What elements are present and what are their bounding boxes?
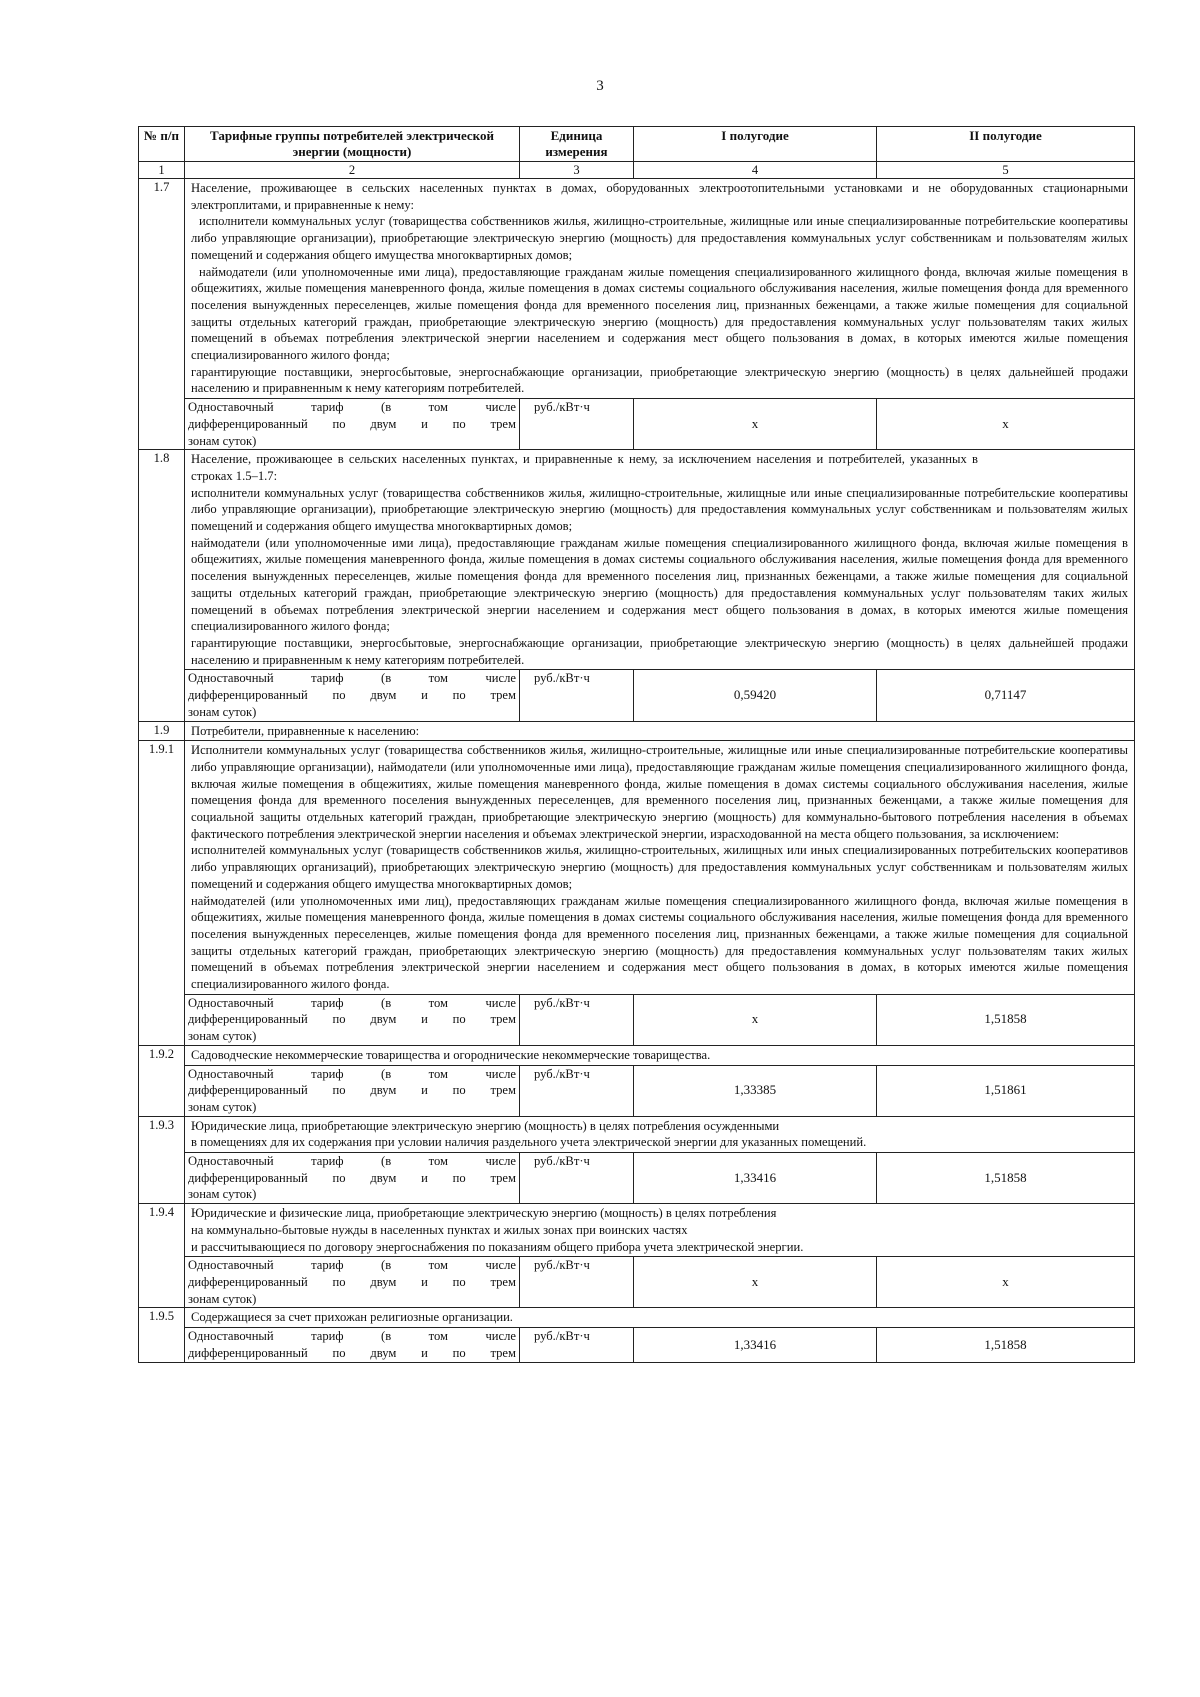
tariff-label bbox=[185, 1328, 520, 1363]
colnum-4: 4 bbox=[634, 162, 877, 179]
tariff-label-line: Одноставочный тариф (в том числе bbox=[188, 1329, 516, 1344]
unit-cell: руб./кВт·ч bbox=[520, 1257, 634, 1308]
colnum-1: 1 bbox=[139, 162, 185, 179]
paragraph: исполнители коммунальных услуг (товарищества собственников жилья, жилищно-строительные, жилищные или иные специализированные потребительские кооперативы либо управляющие организации), приобретающие электрическую энергию (мощность) для предоставления коммунальных услуг собственникам и пользователям жилых помещений и содержания общего имущества многоквартирных домов; bbox=[191, 214, 1128, 262]
tariff-label bbox=[185, 399, 520, 450]
tariff-label-line: дифференцированный по двум и по трем bbox=[188, 1012, 516, 1027]
header-unit: Единица измерения bbox=[520, 127, 634, 162]
column-number-row bbox=[139, 162, 1135, 179]
tariff-label bbox=[185, 670, 520, 721]
row-1-9-2 bbox=[139, 1045, 1135, 1065]
unit-cell: руб./кВт·ч bbox=[520, 1065, 634, 1116]
row-number: 1.9.5 bbox=[139, 1308, 185, 1363]
value-half2: 0,71147 bbox=[877, 670, 1135, 721]
tariff-label bbox=[185, 1065, 520, 1116]
tariff-label-line: Одноставочный тариф (в том числе bbox=[188, 995, 516, 1010]
page-number: 3 bbox=[596, 78, 604, 94]
tariff-label-line: зонам суток) bbox=[188, 1187, 257, 1202]
tariff-label-line: Одноставочный тариф (в том числе bbox=[188, 1066, 516, 1081]
value-half1: х bbox=[634, 1257, 877, 1308]
tariff-label bbox=[185, 1257, 520, 1308]
paragraph: в помещениях для их содержания при условии наличия раздельного учета электрической энергии для указанных помещений. bbox=[191, 1135, 867, 1150]
row-number: 1.9.3 bbox=[139, 1116, 185, 1204]
tariff-label-line: зонам суток) bbox=[188, 433, 257, 448]
tariff-row-1-9-3 bbox=[139, 1153, 1135, 1204]
tariff-label-line: зонам суток) bbox=[188, 1291, 257, 1306]
paragraph: исполнителей коммунальных услуг (товариществ собственников жилья, жилищно-строительных, жилищных или иных специализированных потребительских кооперативов либо управляющих организаций), приобретающих электрическую энергию (мощность) для предоставления коммунальных услуг собственникам и пользователям жилых помещений и содержания общего имущества многоквартирных домов; bbox=[191, 843, 1128, 891]
tariff-label-line: дифференцированный по двум и по трем bbox=[188, 1275, 516, 1289]
tariff-label-line: дифференцированный по двум и по трем bbox=[188, 1083, 516, 1098]
paragraph: и рассчитывающиеся по договору энергоснабжения по показаниям общего прибора учета электрической энергии. bbox=[191, 1239, 804, 1254]
row-description bbox=[185, 450, 1135, 670]
tariff-label-line: зонам суток) bbox=[188, 1099, 257, 1114]
value-half2: х bbox=[877, 399, 1135, 450]
value-half2: 1,51858 bbox=[877, 994, 1135, 1045]
row-description: Потребители, приравненные к населению: bbox=[185, 721, 1135, 741]
tariff-row-1-9-4 bbox=[139, 1257, 1135, 1308]
row-description: Содержащиеся за счет прихожан религиозные организации. bbox=[185, 1308, 1135, 1328]
row-number: 1.9.4 bbox=[139, 1204, 185, 1308]
tariff-label-line: Одноставочный тариф (в том числе bbox=[188, 1258, 516, 1273]
tariff-label-line: дифференцированный по двум и по трем bbox=[188, 688, 516, 703]
row-number: 1.9.1 bbox=[139, 741, 185, 1046]
tariff-label bbox=[185, 1153, 520, 1204]
header-num: № п/п bbox=[139, 127, 185, 162]
colnum-3: 3 bbox=[520, 162, 634, 179]
unit-cell: руб./кВт·ч bbox=[520, 1153, 634, 1204]
row-1-9-4 bbox=[139, 1204, 1135, 1257]
paragraph: наймодатели (или уполномоченные ими лица), предоставляющие гражданам жилые помещения специализированного жилищного фонда, включая жилые помещения в общежитиях, жилые помещения маневренного фонда, жилые помещения в домах системы социального обслуживания населения, жилые помещения фонда для временного поселения вынужденных переселенцев, жилые помещения фонда для временного поселения лиц, признанных беженцами, а также жилые помещения для социальной защиты отдельных категорий граждан, приобретающие электрическую энергию (мощность) для предоставления коммунальных услуг пользователям таких жилых помещений в объемах потребления электрической энергии населением и содержания мест общего пользования в домах, в которых имеются жилые помещения специализированного жилого фонда; bbox=[191, 535, 1128, 634]
tariff-row-1-9-5 bbox=[139, 1328, 1135, 1363]
tariff-label-line: Одноставочный тариф (в том числе bbox=[188, 671, 516, 686]
header-groups: Тарифные группы потребителей электрической энергии (мощности) bbox=[185, 127, 520, 162]
tariff-row-1-7 bbox=[139, 399, 1135, 450]
tariff-row-1-9-1 bbox=[139, 994, 1135, 1045]
tariff-label-line: дифференцированный по двум и по трем bbox=[188, 1345, 516, 1360]
paragraph: Юридические и физические лица, приобретающие электрическую энергию (мощность) в целях потребления bbox=[191, 1206, 777, 1221]
row-1-7 bbox=[139, 179, 1135, 399]
value-half2: 1,51861 bbox=[877, 1065, 1135, 1116]
tariff-row-1-8 bbox=[139, 670, 1135, 721]
paragraph: гарантирующие поставщики, энергосбытовые, энергоснабжающие организации, приобретающие электрическую энергию (мощность) в целях дальнейшей продажи населению и приравненным к нему категориям потребителей. bbox=[191, 635, 1128, 667]
value-half1: х bbox=[634, 994, 877, 1045]
tariff-label-line: зонам суток) bbox=[188, 1029, 257, 1044]
tariff-table bbox=[138, 126, 1135, 1363]
header-row bbox=[139, 127, 1135, 162]
value-half1: 1,33416 bbox=[634, 1153, 877, 1204]
row-description bbox=[185, 1116, 1135, 1152]
unit-cell: руб./кВт·ч bbox=[520, 399, 634, 450]
paragraph: Население, проживающее в сельских населенных пунктах, и приравненные к нему, за исключением населения и потребителей, указанных в строках 1.5–1.7: bbox=[191, 452, 978, 483]
row-1-9 bbox=[139, 721, 1135, 741]
row-number: 1.8 bbox=[139, 450, 185, 721]
tariff-label-line: дифференцированный по двум и по трем bbox=[188, 416, 516, 431]
row-number: 1.9 bbox=[139, 721, 185, 741]
paragraph: Исполнители коммунальных услуг (товарищества собственников жилья, жилищно-строительные, жилищные или иные специализированные потребительские кооперативы либо управляющие организации), наймодатели (или уполномоченные ими лица), предоставляющие гражданам жилые помещения специализированного жилищного фонда, включая жилые помещения в общежитиях, жилые помещения маневренного фонда, жилые помещения в домах системы социального обслуживания населения, жилые помещения фонда для временного поселения вынужденных переселенцев, для временного поселения лиц, признанных беженцами, а также жилые помещения для социальной защиты отдельных категорий граждан, приобретающие электрическую энергию (мощность) для коммунально-бытового потребления населения в объемах фактического потребления электрической энергии населения и объемах электрической энергии, израсходованной на места общего пользования, за исключением: bbox=[191, 743, 1128, 841]
value-half1: 1,33416 bbox=[634, 1328, 877, 1363]
row-1-9-3 bbox=[139, 1116, 1135, 1152]
paragraph: гарантирующие поставщики, энергосбытовые, энергоснабжающие организации, приобретающие электрическую энергию (мощность) в целях дальнейшей продажи населению и приравненным к нему категориям потребителей. bbox=[191, 364, 1128, 396]
tariff-label bbox=[185, 994, 520, 1045]
paragraph: наймодателей (или уполномоченных ими лиц), предоставляющих гражданам жилые помещения специализированного жилищного фонда, включая жилые помещения в общежитиях, жилые помещения маневренного фонда, жилые помещения в домах системы социального обслуживания населения, жилые помещения фонда для временного поселения вынужденных переселенцев, жилые помещения фонда для временного поселения лиц, признанных беженцами, а также жилые помещения для социальной защиты отдельных категорий граждан, приобретающих электрическую энергию (мощность) для предоставления коммунальных услуг пользователям таких жилых помещений в объемах потребления электрической энергии населением и содержания мест общего пользования в домах, в которых имеются жилые помещения специализированного жилого фонда. bbox=[191, 893, 1128, 992]
tariff-label-line: зонам суток) bbox=[188, 704, 257, 719]
value-half2: 1,51858 bbox=[877, 1153, 1135, 1204]
unit-cell: руб./кВт·ч bbox=[520, 994, 634, 1045]
row-1-9-5 bbox=[139, 1308, 1135, 1328]
paragraph: Юридические лица, приобретающие электрическую энергию (мощность) в целях потребления осужденными bbox=[191, 1118, 780, 1133]
header-half1: I полугодие bbox=[634, 127, 877, 162]
paragraph: Население, проживающее в сельских населенных пунктах в домах, оборудованных электроотопительными установками и не оборудованных стационарными электроплитами, и приравненные к нему: bbox=[191, 181, 1128, 212]
paragraph: исполнители коммунальных услуг (товарищества собственников жилья, жилищно-строительные, жилищные или иные специализированные потребительские кооперативы либо управляющие организации), приобретающие электрическую энергию (мощность) для предоставления коммунальных услуг собственникам и пользователям жилых помещений и содержания общего имущества многоквартирных домов; bbox=[191, 485, 1128, 534]
colnum-2: 2 bbox=[185, 162, 520, 179]
colnum-5: 5 bbox=[877, 162, 1135, 179]
tariff-label-line: Одноставочный тариф (в том числе bbox=[188, 1154, 516, 1169]
paragraph: на коммунально-бытовые нужды в населенных пунктах и жилых зонах при воинских частях bbox=[191, 1222, 688, 1237]
value-half2: 1,51858 bbox=[877, 1328, 1135, 1363]
tariff-label-truncated bbox=[188, 1328, 516, 1362]
row-number: 1.9.2 bbox=[139, 1045, 185, 1116]
row-description: Садоводческие некоммерческие товарищества и огороднические некоммерческие товарищества. bbox=[185, 1045, 1135, 1065]
value-half2: х bbox=[877, 1257, 1135, 1308]
value-half1: х bbox=[634, 399, 877, 450]
tariff-label-line: дифференцированный по двум и по трем bbox=[188, 1170, 516, 1185]
paragraph: наймодатели (или уполномоченные ими лица), предоставляющие гражданам жилые помещения специализированного жилищного фонда, включая жилые помещения в общежитиях, жилые помещения маневренного фонда, жилые помещения в домах системы социального обслуживания населения, жилые помещения фонда для временного поселения вынужденных переселенцев, жилые помещения фонда для временного поселения лиц, признанных беженцами, а также жилые помещения для социальной защиты отдельных категорий граждан, приобретающие электрическую энергию (мощность) для предоставления коммунальных услуг пользователям таких жилых помещений в объемах потребления электрической энергии населением и содержания мест общего пользования в домах, в которых имеются жилые помещения специализированного жилого фонда; bbox=[191, 264, 1128, 363]
value-half1: 1,33385 bbox=[634, 1065, 877, 1116]
row-1-9-1 bbox=[139, 741, 1135, 995]
unit-cell: руб./кВт·ч bbox=[520, 670, 634, 721]
row-description bbox=[185, 1204, 1135, 1257]
unit-cell: руб./кВт·ч bbox=[520, 1328, 634, 1363]
row-1-8 bbox=[139, 450, 1135, 670]
row-description bbox=[185, 741, 1135, 995]
row-number: 1.7 bbox=[139, 179, 185, 450]
value-half1: 0,59420 bbox=[634, 670, 877, 721]
tariff-row-1-9-2 bbox=[139, 1065, 1135, 1116]
row-description bbox=[185, 179, 1135, 399]
header-half2: II полугодие bbox=[877, 127, 1135, 162]
tariff-label-line: Одноставочный тариф (в том числе bbox=[188, 400, 516, 415]
